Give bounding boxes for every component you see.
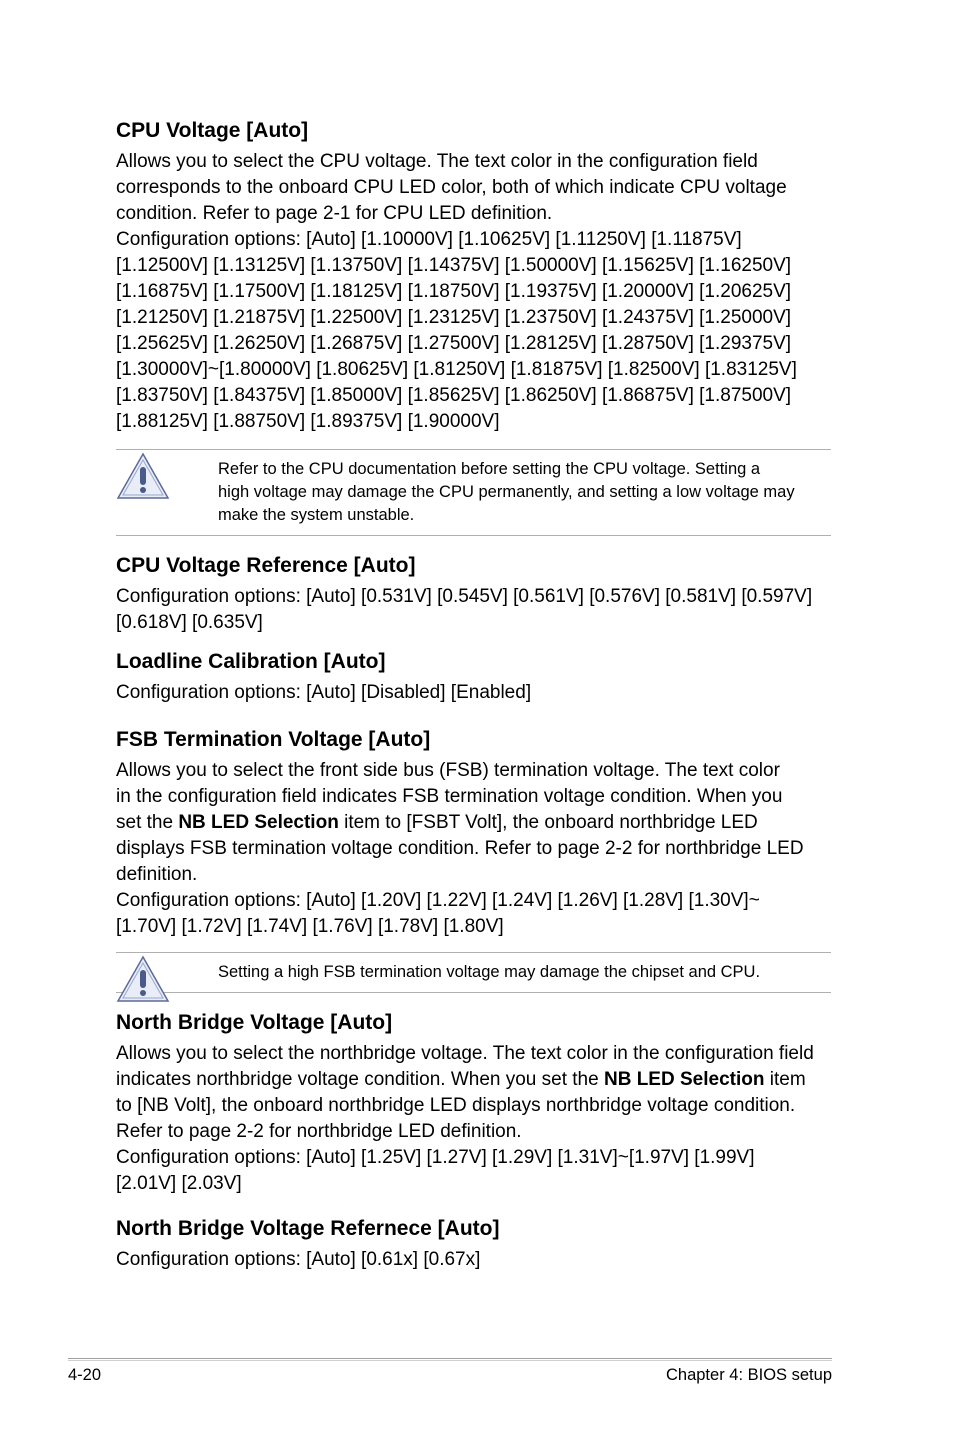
section-north-bridge-voltage (116, 1009, 832, 1197)
body-bold-text: NB LED Selection (603, 1069, 765, 1090)
section-cpu-voltage (116, 117, 832, 435)
section-body: Configuration options: [Auto] [0.61x] [0.67x] (116, 1249, 481, 1270)
section-body (116, 758, 832, 940)
section-north-bridge-voltage-reference (116, 1215, 832, 1273)
note-text: Setting a high FSB termination voltage may damage the chipset and CPU. (218, 963, 761, 981)
section-heading: Loadline Calibration [Auto] (116, 650, 386, 673)
section-heading: CPU Voltage [Auto] (116, 119, 309, 142)
note-text: Refer to the CPU documentation before setting the CPU voltage. Setting a high voltage may damage the CPU permanently, and setting a low voltage may make the system unstable. (218, 460, 795, 524)
section-body: Allows you to select the CPU voltage. The text color in the configuration field corresponds to the onboard CPU LED color, both of which indicate CPU voltage condition. Refer to page 2-1 for CPU LED definition. Configuration options: [Auto] [1.10000V] [1.10625V] [1.11250V] [1.11875V] [1.12500V] [1.13125V] [1.13750V] [1.14375V] [1.50000V] [1.15625V] [1.16250V] [1.16875V] [1.17500V] [1.18125V] [1.18750V] [1.19375V] [1.20000V] [1.20625V] [1.21250V] [1.21875V] [1.22500V] [1.23125V] [1.23750V] [1.24375V] [1.25000V] [1.25625V] [1.26250V] [1.26875V] [1.27500V] [1.28125V] [1.28750V] [1.29375V] [1.30000V]~[1.80000V] [1.80625V] [1.81250V] [1.81875V] [1.82500V] [1.83125V] [1.83750V] [1.84375V] [1.85000V] [1.85625V] [1.86250V] [1.86875V] [1.87500V] [1.88125V] [1.88750V] [1.89375V] [1.90000V] (116, 151, 797, 432)
warning-icon (116, 955, 170, 1003)
section-body: Configuration options: [Auto] [Disabled] [Enabled] (116, 682, 532, 703)
body-text: item to [NB Volt], the onboard northbridge LED displays northbridge voltage condition. Refer to page 2-2 for northbridge LED definition. Configuration options: [Auto] [1.25V] [1.27V] [1.29V] [1.31V]~[1.97V] [1.99V] [2.01V] [2.03V] (116, 1069, 806, 1194)
warning-note (116, 449, 831, 536)
body-text: Allows you to select the northbridge voltage. The text color in the configuration field indicates northbridge voltage condition. When you set the (116, 1043, 814, 1090)
section-heading: North Bridge Voltage [Auto] (116, 1011, 393, 1034)
page-number: 4-20 (68, 1366, 102, 1384)
body-bold-text: NB LED Selection (178, 812, 339, 833)
warning-icon (116, 452, 170, 500)
section-fsb-termination-voltage (116, 726, 832, 940)
warning-note (116, 952, 831, 993)
body-text: Allows you to select the front side bus (FSB) termination voltage. The text color in the configuration field indicates FSB termination voltage condition. When you set the (116, 760, 783, 833)
section-body: Configuration options: [Auto] [0.531V] [0.545V] [0.561V] [0.576V] [0.581V] [0.597V] [0.618V] [0.635V] (116, 586, 813, 633)
section-heading: FSB Termination Voltage [Auto] (116, 728, 431, 751)
section-heading: CPU Voltage Reference [Auto] (116, 554, 416, 577)
body-text: item to [FSBT Volt], the onboard northbridge LED displays FSB termination voltage condition. Refer to page 2-2 for northbridge LED definition. Configuration options: [Auto] [1.20V] [1.22V] [1.24V] [1.26V] [1.28V] [1.30V]~ [1.70V] [1.72V] [1.74V] [1.76V] [1.78V] [1.80V] (116, 812, 804, 937)
section-heading: North Bridge Voltage Refernece [Auto] (116, 1217, 500, 1240)
page-content (116, 117, 832, 1285)
section-cpu-voltage-reference (116, 552, 832, 636)
section-body (116, 1041, 832, 1197)
section-loadline-calibration (116, 648, 832, 706)
chapter-title: Chapter 4: BIOS setup (665, 1366, 832, 1384)
footer-divider (68, 1358, 832, 1361)
